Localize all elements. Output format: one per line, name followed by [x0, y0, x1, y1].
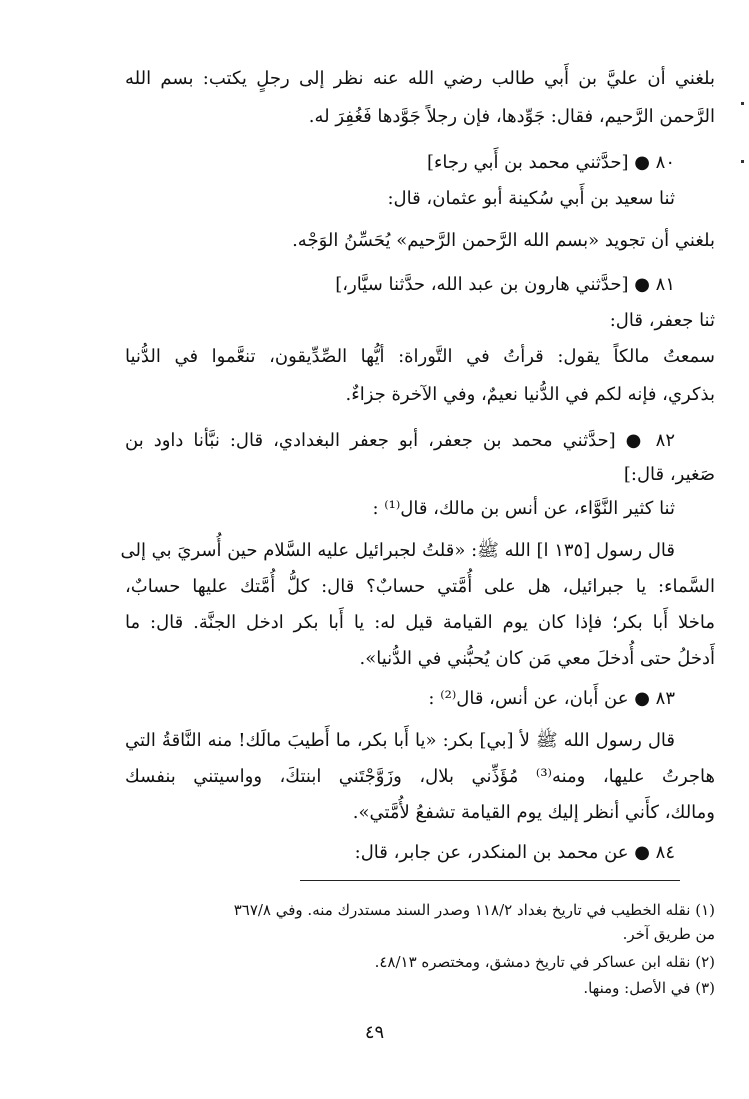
- text-line: بلغني أن عليَّ بن أَبي طالب رضي الله عنه نظر إلى رجلٍ يكتب: بسم الله: [125, 68, 715, 89]
- hadith-heading-82: ٨٢ ● [حدَّثني محمد بن جعفر، أبو جعفر البغدادي، قال: نبَّأنا داود بن: [125, 430, 675, 451]
- hadith-heading-80: ٨٠ ● [حدَّثني محمد بن أَبي رجاء]: [426, 152, 675, 173]
- text-line: قال رسول [١٣٥ ا] الله ﷺ: «قلتُ لجبرائيل عليه السَّلام حين أُسريَ بي إلى: [120, 540, 675, 561]
- text-line: الرَّحمن الرَّحيم، فقال: جَوِّدها، فإن رجلاً جَوَّدها فَغُفِرَ له.: [308, 106, 715, 127]
- text-line: سمعتُ مالكاً يقول: قرأتُ في التَّوراة: أيُّها الصِّدِّيقون، تنعَّموا في الدُّنيا: [125, 346, 715, 367]
- page-number: ٤٩: [364, 1022, 385, 1043]
- hadith-heading-83: ٨٣ ● عن أَبان، عن أنس، قال⁽²⁾ :: [428, 688, 675, 709]
- scan-mark: [741, 160, 744, 163]
- scan-mark: [741, 102, 744, 105]
- footnote-1: (١) نقله الخطيب في تاريخ بغداد ١١٨/٢ وصدر السند مستدرك منه. وفي ٣٦٧/٨: [233, 901, 715, 919]
- text-line: أَدخلُ حتى أُدخلَ معي مَن كان يُحبُّني في الدُّنيا».: [359, 648, 715, 669]
- hadith-heading-81: ٨١ ● [حدَّثني هارون بن عبد الله، حدَّثنا سيَّار،]: [335, 274, 675, 295]
- text-line: بذكري، فإنه لكم في الدُّنيا نعيمٌ، وفي الآخرة جزاءٌ.: [345, 384, 715, 405]
- footnote-3: (٣) في الأصل: ومنها.: [583, 979, 715, 997]
- text-line: ومالك، كأَني أنظر إليك يوم القيامة تشفعُ لأُمَّتي».: [352, 802, 715, 823]
- text-line: ماخلا أَبا بكر؛ فإذا كان يوم القيامة قيل له: يا أَبا بكر ادخل الجنَّة. قال: ما: [125, 612, 715, 633]
- text-line: ثنا كثير النَّوَّاء، عن أنس بن مالك، قال⁽¹⁾ :: [372, 498, 675, 519]
- text-line: صَغير، قال:]: [623, 464, 715, 485]
- text-line: ثنا جعفر، قال:: [609, 310, 715, 331]
- text-line: قال رسول الله ﷺ لأ [بي] بكر: «يا أَبا بكر، ما أَطيبَ مالَك! منه النَّاقةُ التي: [125, 730, 675, 751]
- text-line: السَّماء: يا جبرائيل، هل على أُمَّتي حسابٌ؟ قال: كلُّ أُمَّتك عليها حسابٌ،: [125, 576, 715, 597]
- footnote-separator: [300, 880, 680, 881]
- footnote-2: (٢) نقله ابن عساكر في تاريخ دمشق، ومختصره ٤٨/١٣.: [374, 953, 715, 971]
- text-line: بلغني أن تجويد «بسم الله الرَّحمن الرَّحيم» يُحَسِّنُ الوَجْه.: [292, 230, 715, 251]
- text-line: ثنا سعيد بن أَبي سُكينة أبو عثمان، قال:: [387, 188, 675, 209]
- text-line: هاجرتُ عليها، ومنه⁽³⁾ مُؤَذِّني بلال، وزَوَّجْتَني ابنتكَ، وواسيتني بنفسك: [125, 766, 716, 787]
- footnote-1-cont: من طريق آخر.: [622, 925, 715, 943]
- hadith-heading-84: ٨٤ ● عن محمد بن المنكدر، عن جابر، قال:: [354, 842, 675, 863]
